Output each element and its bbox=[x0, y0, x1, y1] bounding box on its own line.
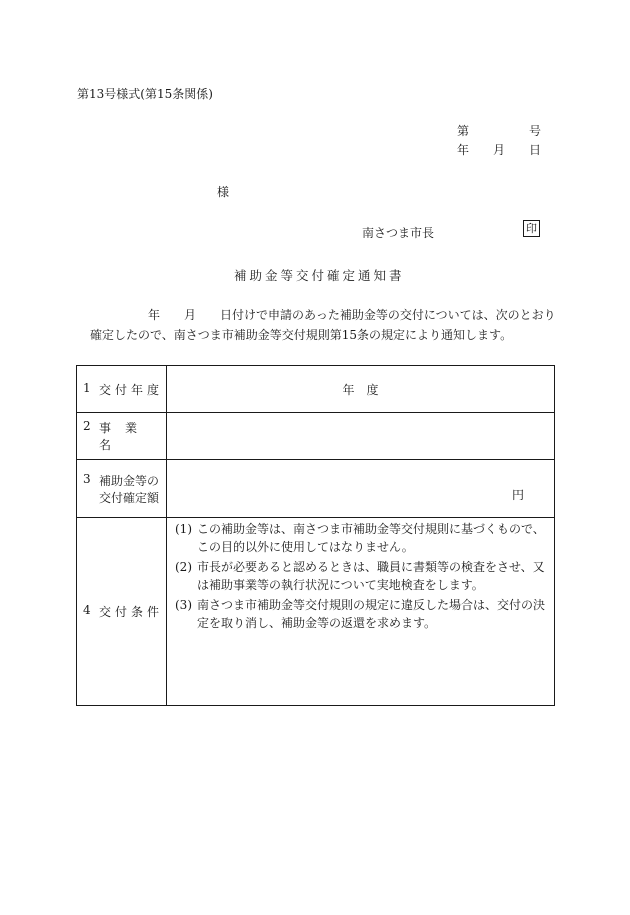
fiscal-year-value: 年 度 bbox=[167, 366, 555, 413]
notice-table bbox=[76, 365, 555, 706]
date-year: 年 bbox=[457, 143, 470, 157]
body-year: 年 bbox=[148, 308, 161, 322]
body-line-1-text: 日付けで申請のあった補助金等の交付については、次のとおり bbox=[220, 308, 556, 322]
row-label-fiscal-year bbox=[77, 366, 167, 413]
seal-stamp: 印 bbox=[523, 220, 540, 237]
table-row bbox=[77, 518, 555, 706]
condition-item bbox=[175, 520, 546, 556]
row-label-line-2: 交付確定額 bbox=[99, 490, 160, 505]
row-label: 事業名 bbox=[99, 421, 152, 452]
row-label-project-name bbox=[77, 413, 167, 460]
row-number: 3 bbox=[83, 471, 91, 486]
condition-text: 南さつま市補助金等交付規則の規定に違反した場合は、交付の決定を取り消し、補助金等の返還を求めます。 bbox=[197, 598, 546, 630]
row-label: 交付条件 bbox=[99, 605, 164, 619]
table-row bbox=[77, 413, 555, 460]
date-day: 日 bbox=[528, 143, 541, 157]
confirmed-amount-value: 円 bbox=[167, 460, 555, 518]
condition-text: 市長が必要あると認めるときは、職員に書類等の検査をさせ、又は補助事業等の執行状況について実地検査をします。 bbox=[197, 560, 545, 592]
condition-text: この補助金等は、南さつま市補助金等交付規則に基づくもので、この目的以外に使用してはなりません。 bbox=[197, 522, 545, 554]
body-line-1 bbox=[148, 306, 556, 323]
row-number: 4 bbox=[83, 603, 91, 617]
table-row bbox=[77, 460, 555, 518]
condition-item bbox=[175, 596, 546, 632]
row-number: 2 bbox=[83, 419, 91, 433]
number-suffix: 号 bbox=[528, 124, 541, 138]
row-label-line-1: 補助金等の bbox=[99, 473, 160, 488]
number-prefix: 第 bbox=[457, 124, 470, 138]
date-month: 月 bbox=[493, 143, 506, 157]
condition-number: (1) bbox=[175, 522, 192, 536]
body-month: 月 bbox=[184, 308, 197, 322]
body-line-2: 確定したので、南さつま市補助金等交付規則第15条の規定により通知します。 bbox=[90, 328, 513, 342]
condition-number: (3) bbox=[175, 598, 192, 612]
project-name-value bbox=[167, 413, 555, 460]
condition-number: (2) bbox=[175, 560, 192, 574]
conditions-list bbox=[167, 518, 555, 706]
row-label: 交付年度 bbox=[99, 382, 164, 397]
row-label-conditions bbox=[77, 518, 167, 706]
condition-item bbox=[175, 558, 546, 594]
recipient-honorific: 様 bbox=[217, 185, 230, 199]
issuer-name: 南さつま市長 bbox=[362, 226, 435, 240]
table-row bbox=[77, 366, 555, 413]
form-number: 第13号様式(第15条関係) bbox=[77, 87, 213, 101]
document-title: 補助金等交付確定通知書 bbox=[234, 268, 405, 283]
row-number: 1 bbox=[83, 380, 91, 395]
row-label-confirmed-amount bbox=[77, 460, 167, 518]
